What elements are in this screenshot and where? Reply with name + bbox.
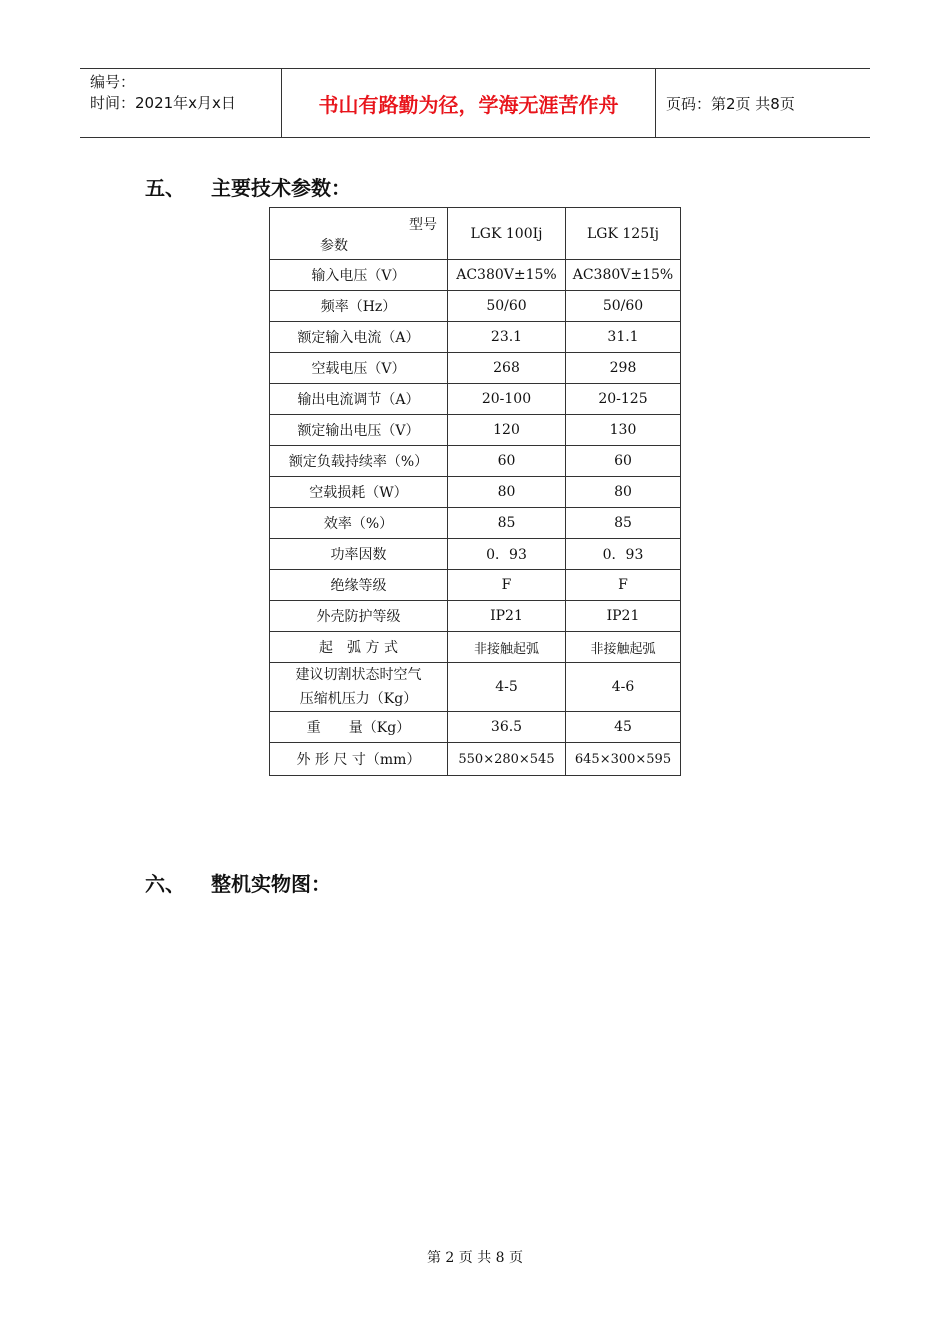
table-row	[270, 415, 681, 446]
table-row	[270, 570, 681, 601]
row-value: AC380V±15%	[566, 260, 681, 291]
row-value: 4-5	[448, 663, 566, 712]
table-row	[270, 260, 681, 291]
row-value: 20-100	[448, 384, 566, 415]
row-label: 额定负载持续率（%）	[270, 446, 448, 477]
section-5-number: 五、	[145, 176, 185, 200]
row-value: 268	[448, 353, 566, 384]
time-label: 时间：2021年x月x日	[90, 94, 236, 112]
header-page-label: 页码：第2页 共8页	[666, 94, 795, 113]
row-value: IP21	[566, 601, 681, 632]
model-header: LGK 125Ij	[566, 208, 681, 260]
row-value: 60	[566, 446, 681, 477]
row-value: F	[566, 570, 681, 601]
table-row	[270, 601, 681, 632]
row-label: 输入电压（V）	[270, 260, 448, 291]
row-label: 空载电压（V）	[270, 353, 448, 384]
corner-param-label: 参数	[320, 238, 348, 254]
section-5-title: 主要技术参数：	[211, 176, 351, 200]
table-row	[270, 384, 681, 415]
row-value: 23.1	[448, 322, 566, 353]
row-value: 4-6	[566, 663, 681, 712]
table-row	[270, 291, 681, 322]
table-corner-cell	[270, 208, 448, 260]
row-value: 80	[448, 477, 566, 508]
header-motto: 书山有路勤为径，学海无涯苦作舟	[282, 69, 656, 137]
row-value: 120	[448, 415, 566, 446]
table-row	[270, 743, 681, 776]
table-row	[270, 508, 681, 539]
row-value: 80	[566, 477, 681, 508]
row-value: 550×280×545	[448, 743, 566, 776]
row-label: 输出电流调节（A）	[270, 384, 448, 415]
row-label: 功率因数	[270, 539, 448, 570]
table-row	[270, 322, 681, 353]
row-value: 60	[448, 446, 566, 477]
row-label: 额定输出电压（V）	[270, 415, 448, 446]
row-value: 非接触起弧	[448, 632, 566, 663]
row-value: 50/60	[566, 291, 681, 322]
section-6-heading	[145, 868, 331, 897]
row-label: 绝缘等级	[270, 570, 448, 601]
table-row	[270, 712, 681, 743]
page-header	[80, 68, 870, 138]
serial-label: 编号：	[90, 73, 136, 91]
row-label	[270, 663, 448, 712]
table-row	[270, 539, 681, 570]
header-meta	[80, 69, 282, 137]
corner-model-label: 型号	[409, 217, 437, 233]
row-value: 非接触起弧	[566, 632, 681, 663]
row-label-line: 压缩机压力（Kg）	[299, 691, 418, 707]
row-value: IP21	[448, 601, 566, 632]
section-6-title: 整机实物图：	[211, 872, 331, 896]
row-label-line: 建议切割状态时空气	[295, 667, 422, 683]
parameters-table	[269, 207, 681, 776]
row-label: 效率（%）	[270, 508, 448, 539]
row-value: 298	[566, 353, 681, 384]
row-label: 空载损耗（W）	[270, 477, 448, 508]
row-label: 重 量（Kg）	[270, 712, 448, 743]
model-header: LGK 100Ij	[448, 208, 566, 260]
table-row	[270, 446, 681, 477]
section-5-heading	[145, 172, 351, 201]
row-value: 36.5	[448, 712, 566, 743]
table-header-row	[270, 208, 681, 260]
row-value: 0．93	[448, 539, 566, 570]
section-6-number: 六、	[145, 872, 185, 896]
row-value: AC380V±15%	[448, 260, 566, 291]
row-value: 85	[448, 508, 566, 539]
page-footer: 第 2 页 共 8 页	[426, 1250, 524, 1266]
row-label: 频率（Hz）	[270, 291, 448, 322]
table-row	[270, 663, 681, 712]
row-value: 0．93	[566, 539, 681, 570]
row-label: 额定输入电流（A）	[270, 322, 448, 353]
row-value: 31.1	[566, 322, 681, 353]
row-value: 50/60	[448, 291, 566, 322]
row-value: 645×300×595	[566, 743, 681, 776]
row-value: 20-125	[566, 384, 681, 415]
table-row	[270, 353, 681, 384]
row-value: 85	[566, 508, 681, 539]
row-value: 130	[566, 415, 681, 446]
row-value: 45	[566, 712, 681, 743]
table-row	[270, 477, 681, 508]
row-label: 外 形 尺 寸（mm）	[270, 743, 448, 776]
row-label: 起 弧 方 式	[270, 632, 448, 663]
row-value: F	[448, 570, 566, 601]
table-row	[270, 632, 681, 663]
row-label: 外壳防护等级	[270, 601, 448, 632]
